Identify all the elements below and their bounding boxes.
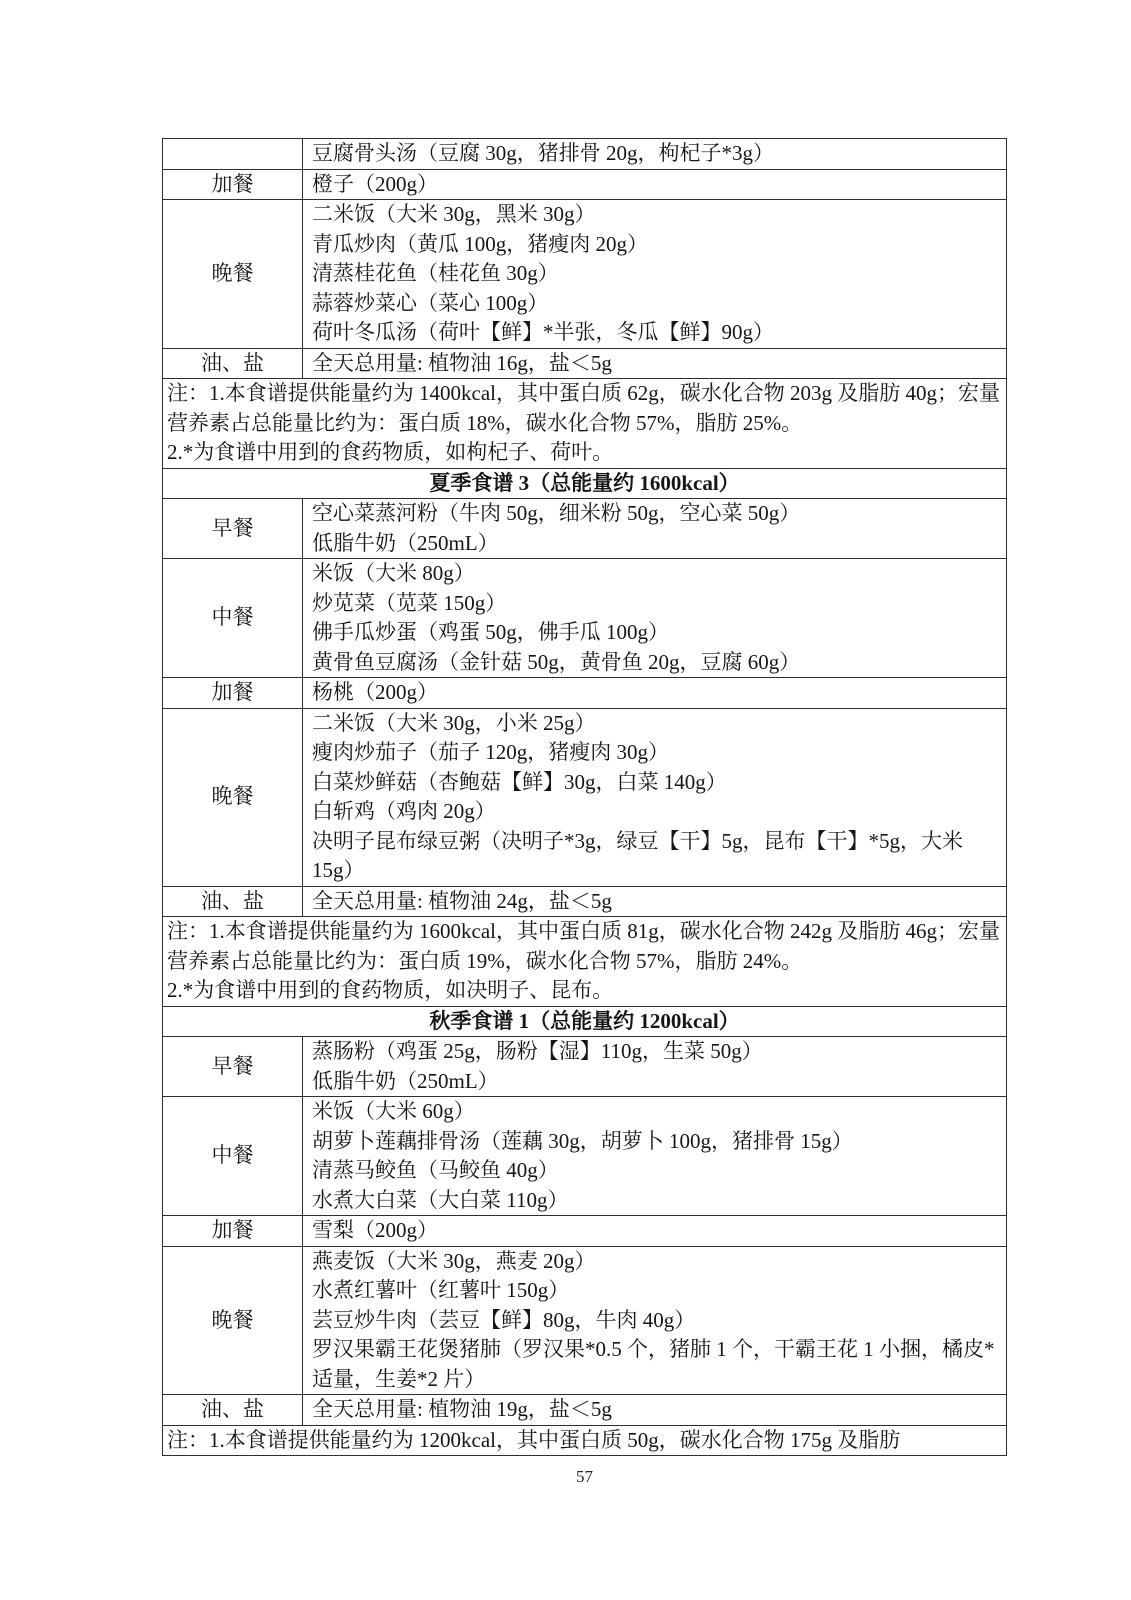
table-row	[163, 1096, 1006, 1215]
dish-item: 二米饭（大米 30g，黑米 30g）	[312, 202, 596, 226]
section-header-row	[163, 1006, 1006, 1037]
meal-label: 油、盐	[163, 1395, 303, 1425]
table-row	[163, 677, 1006, 708]
dish-item: 黄骨鱼豆腐汤（金针菇 50g，黄骨鱼 20g，豆腐 60g）	[312, 649, 801, 674]
dish-item: 瘦肉炒茄子（茄子 120g，猪瘦肉 30g）	[312, 740, 669, 764]
dish-item: 杨桃（200g）	[312, 680, 438, 704]
recipe-notes	[163, 1426, 1006, 1456]
table-row	[163, 348, 1006, 379]
section-header: 秋季食谱 1（总能量约 1200kcal）	[429, 1008, 740, 1033]
meal-label: 加餐	[163, 678, 303, 708]
meal-label: 中餐	[163, 559, 303, 677]
dish-item: 清蒸桂花鱼（桂花鱼 30g）	[312, 261, 559, 285]
daily-oil-salt-total: 全天总用量: 植物油 19g，盐＜5g	[312, 1397, 612, 1421]
meal-items-cell	[303, 1216, 1006, 1246]
dish-item: 低脂牛奶（250mL）	[312, 1068, 499, 1093]
meal-label: 晚餐	[163, 709, 303, 886]
daily-oil-salt-total: 全天总用量: 植物油 16g，盐＜5g	[312, 350, 612, 375]
dish-item: 荷叶冬瓜汤（荷叶【鲜】*半张，冬瓜【鲜】90g）	[312, 320, 774, 344]
table-row	[163, 1036, 1006, 1096]
dish-item: 水煮红薯叶（红薯叶 150g）	[312, 1278, 570, 1302]
meal-items-cell	[303, 1037, 1006, 1096]
meal-items-cell	[303, 887, 1006, 917]
dish-item: 水煮大白菜（大白菜 110g）	[312, 1187, 569, 1212]
table-row	[163, 169, 1006, 200]
meal-items-cell	[303, 1247, 1006, 1395]
dish-item: 雪梨（200g）	[312, 1218, 438, 1242]
dish-item: 白菜炒鲜菇（杏鲍菇【鲜】30g，白菜 140g）	[312, 769, 727, 794]
table-row	[163, 1215, 1006, 1246]
dish-item: 佛手瓜炒蛋（鸡蛋 50g，佛手瓜 100g）	[312, 620, 669, 644]
meal-items-cell	[303, 170, 1006, 200]
dish-item: 米饭（大米 60g）	[312, 1099, 475, 1123]
note-row	[163, 1425, 1006, 1456]
meal-label: 加餐	[163, 170, 303, 200]
meal-items-cell	[303, 139, 1006, 169]
meal-label	[163, 139, 303, 169]
dish-item: 胡萝卜莲藕排骨汤（莲藕 30g，胡萝卜 100g，猪排骨 15g）	[312, 1128, 853, 1153]
table-row	[163, 558, 1006, 677]
note-line: 注：1.本食谱提供能量约为 1200kcal，其中蛋白质 50g，碳水化合物 175g 及脂肪	[167, 1427, 901, 1452]
table-row	[163, 886, 1006, 917]
dish-item: 二米饭（大米 30g，小米 25g）	[312, 710, 596, 735]
meal-label: 晚餐	[163, 1247, 303, 1395]
table-row	[163, 139, 1006, 169]
table-row	[163, 708, 1006, 886]
meal-items-cell	[303, 559, 1006, 677]
meal-items-cell	[303, 1395, 1006, 1425]
section-header-row	[163, 468, 1006, 499]
meal-items-cell	[303, 349, 1006, 379]
note-line: 注：1.本食谱提供能量约为 1600kcal，其中蛋白质 81g，碳水化合物 242g 及脂肪 46g；宏量营养素占总能量比约为：蛋白质 19%，碳水化合物 57%，脂肪 24%。	[167, 919, 1000, 973]
page-number: 57	[576, 1467, 593, 1486]
meal-label: 晚餐	[163, 200, 303, 348]
table-row	[163, 199, 1006, 348]
meal-items-cell	[303, 200, 1006, 348]
note-row	[163, 378, 1006, 468]
dish-item: 炒苋菜（苋菜 150g）	[312, 590, 507, 615]
dish-item: 豆腐骨头汤（豆腐 30g，猪排骨 20g，枸杞子*3g）	[312, 141, 774, 165]
daily-oil-salt-total: 全天总用量: 植物油 24g，盐＜5g	[312, 888, 612, 913]
dish-item: 蒜蓉炒菜心（菜心 100g）	[312, 290, 549, 315]
dish-item: 橙子（200g）	[312, 171, 438, 196]
table-row	[163, 1246, 1006, 1395]
meal-items-cell	[303, 709, 1006, 886]
note-line: 2.*为食谱中用到的食药物质，如决明子、昆布。	[167, 978, 614, 1002]
meal-plan-table	[162, 138, 1007, 1456]
dish-item: 清蒸马鲛鱼（马鲛鱼 40g）	[312, 1158, 559, 1182]
meal-label: 加餐	[163, 1216, 303, 1246]
meal-items-cell	[303, 499, 1006, 558]
meal-label: 油、盐	[163, 887, 303, 917]
dish-item: 青瓜炒肉（黄瓜 100g，猪瘦肉 20g）	[312, 231, 648, 256]
dish-item: 芸豆炒牛肉（芸豆【鲜】80g，牛肉 40g）	[312, 1307, 696, 1332]
section-header: 夏季食谱 3（总能量约 1600kcal）	[429, 470, 740, 495]
note-line: 注：1.本食谱提供能量约为 1400kcal，其中蛋白质 62g，碳水化合物 203g 及脂肪 40g；宏量营养素占总能量比约为：蛋白质 18%，碳水化合物 57%，脂肪 25%。	[167, 381, 1000, 435]
note-line: 2.*为食谱中用到的食药物质，如枸杞子、荷叶。	[167, 440, 614, 464]
note-row	[163, 916, 1006, 1006]
dish-item: 决明子昆布绿豆粥（决明子*3g，绿豆【干】5g，昆布【干】*5g，大米 15g）	[312, 828, 963, 882]
meal-label: 油、盐	[163, 349, 303, 379]
recipe-notes	[163, 917, 1006, 1006]
dish-item: 米饭（大米 80g）	[312, 561, 475, 585]
meal-label: 早餐	[163, 499, 303, 558]
dish-item: 空心菜蒸河粉（牛肉 50g，细米粉 50g，空心菜 50g）	[312, 501, 801, 525]
recipe-notes	[163, 379, 1006, 468]
dish-item: 蒸肠粉（鸡蛋 25g，肠粉【湿】110g，生菜 50g）	[312, 1039, 763, 1063]
table-row	[163, 1394, 1006, 1425]
meal-label: 早餐	[163, 1037, 303, 1096]
table-row	[163, 498, 1006, 558]
meal-label: 中餐	[163, 1097, 303, 1215]
dish-item: 白斩鸡（鸡肉 20g）	[312, 799, 496, 823]
dish-item: 燕麦饭（大米 30g，燕麦 20g）	[312, 1248, 596, 1273]
meal-items-cell	[303, 678, 1006, 708]
dish-item: 低脂牛奶（250mL）	[312, 530, 499, 555]
dish-item: 罗汉果霸王花煲猪肺（罗汉果*0.5 个，猪肺 1 个，干霸王花 1 小捆，橘皮*适量，生姜*2 片）	[312, 1337, 995, 1391]
meal-items-cell	[303, 1097, 1006, 1215]
